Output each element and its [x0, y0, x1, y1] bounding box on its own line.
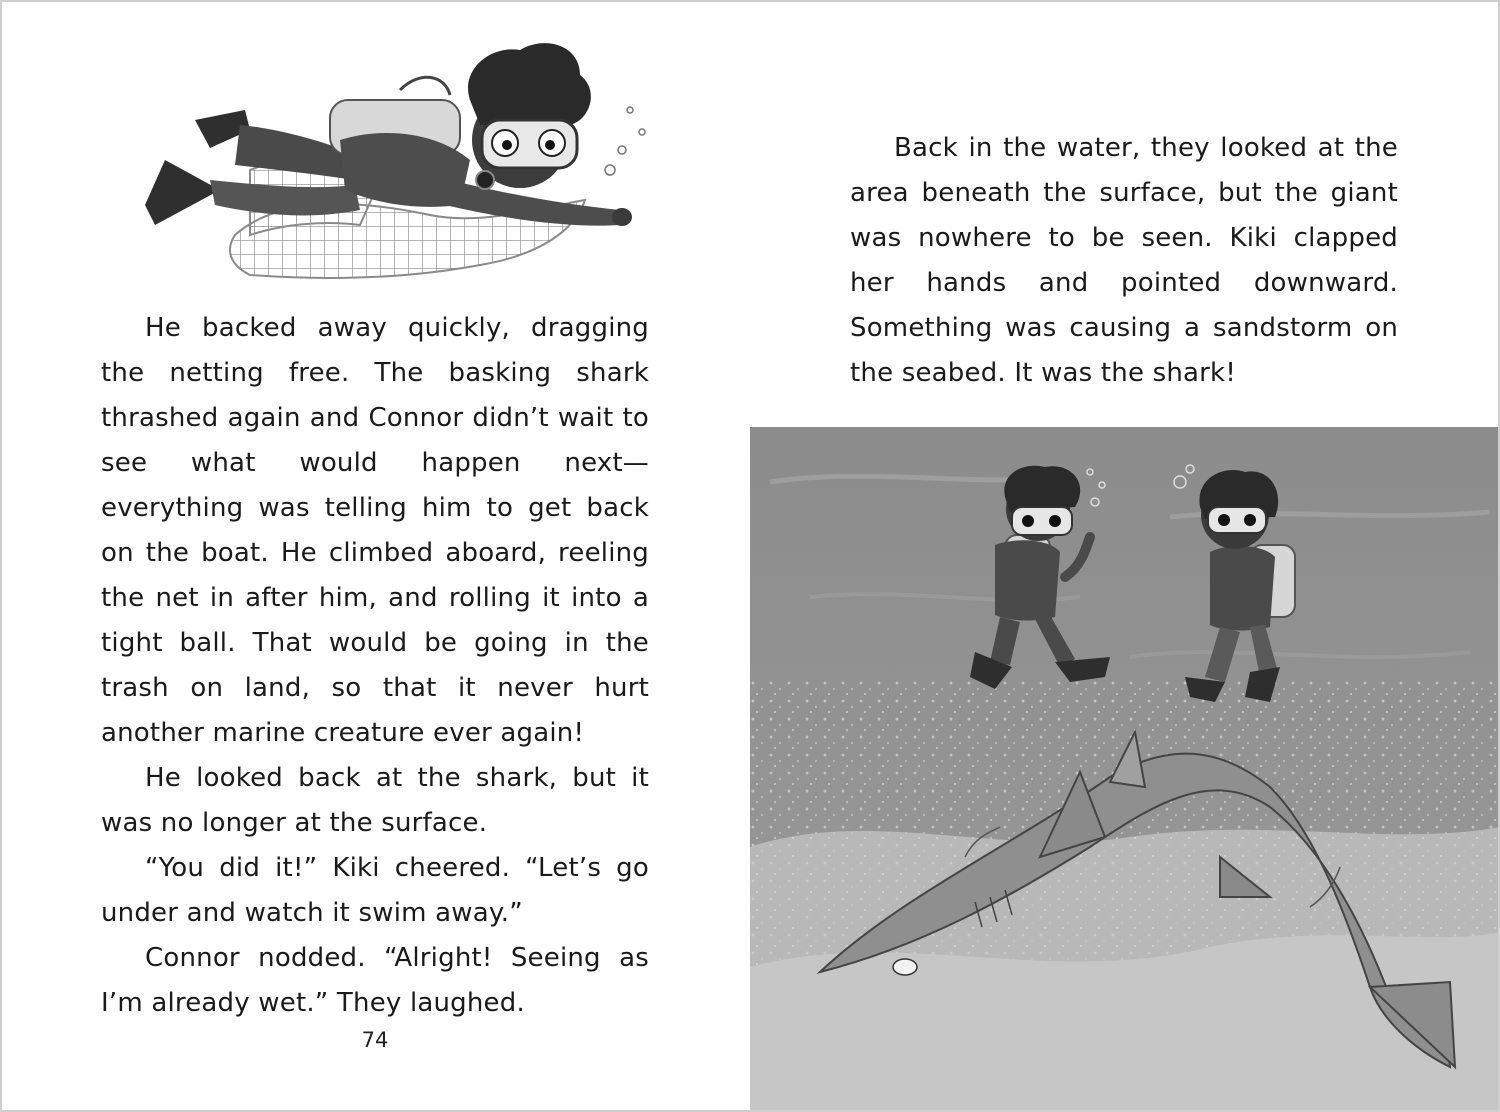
- divers-and-shark-illustration: [750, 427, 1500, 1112]
- diver-with-net-illustration: [100, 30, 660, 300]
- paragraph: He backed away quickly, dragging the netting free. The basking shark thrashed again and Connor didn’t wait to see what would happen next—everything was telling him to get back on the boat. He climbed aboard, reeling the net in after him, and rolling it into a tight ball. That would be going in the trash on land, so that it never hurt another marine creature ever again!: [101, 313, 649, 748]
- right-page-text: [850, 126, 1398, 396]
- paragraph: Connor nodded. “Alright! Seeing as I’m already wet.” They laughed.: [101, 943, 649, 1018]
- paragraph: He looked back at the shark, but it was no longer at the surface.: [101, 763, 649, 838]
- paragraph: Back in the water, they looked at the area beneath the surface, but the giant was nowhere to be seen. Kiki clapped her hands and pointed downward. Something was causing a sandstorm on the seabed. It was the shark!: [850, 133, 1398, 388]
- paragraph: “You did it!” Kiki cheered. “Let’s go under and watch it swim away.”: [101, 853, 649, 928]
- right-page: [750, 0, 1500, 1112]
- page-number: 74: [361, 1028, 389, 1052]
- left-page-text: [101, 306, 649, 1026]
